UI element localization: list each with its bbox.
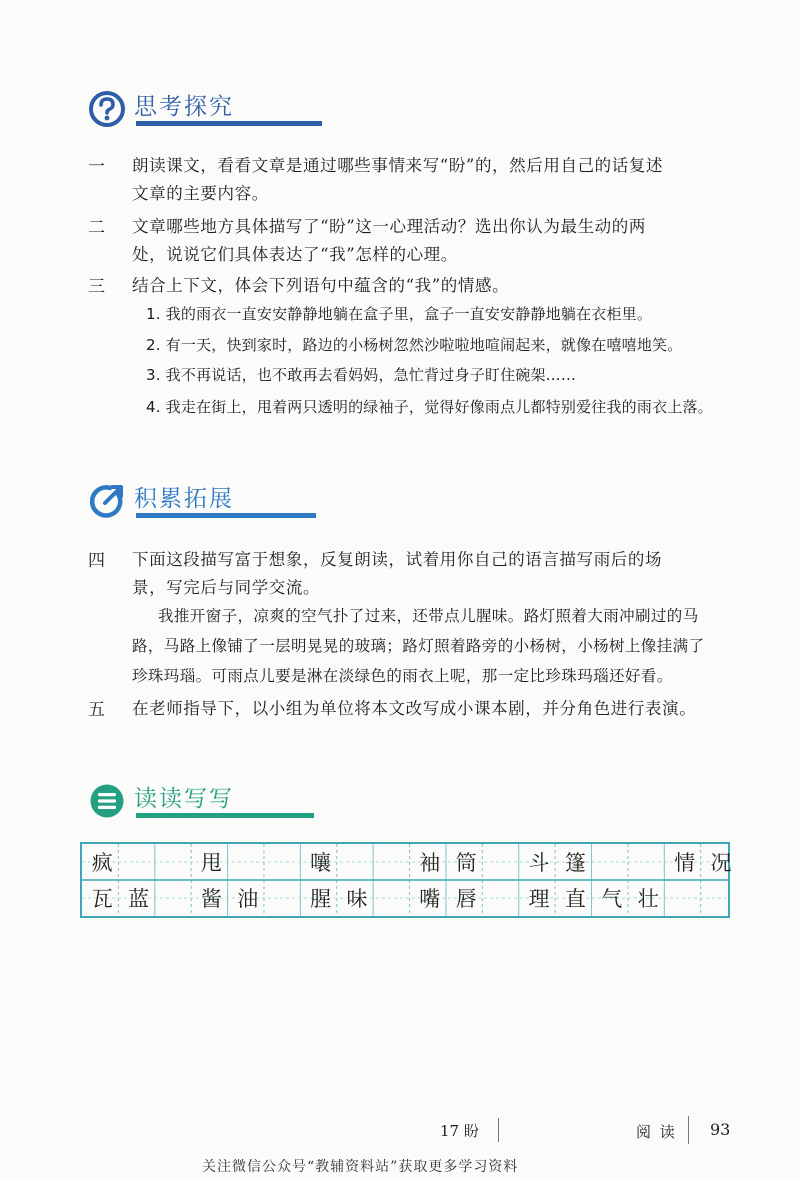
vocab-char: 况 [710, 851, 732, 875]
question-icon [88, 90, 126, 128]
menu-lines-icon [88, 782, 126, 820]
question-number: 五 [88, 700, 105, 720]
lesson-label: 17 盼 [440, 1122, 479, 1140]
vocab-char: 嚷 [310, 851, 332, 875]
vocab-char: 味 [346, 887, 368, 911]
vocab-char: 嘴 [419, 887, 441, 911]
example-sentence: 1. 我的雨衣一直安安静静地躺在盒子里，盒子一直安安静静地躺在衣柜里。 [146, 305, 653, 323]
vocab-char: 壮 [637, 887, 659, 911]
vocab-char: 直 [564, 887, 586, 911]
question-text: 文章哪些地方具体描写了“盼”这一心理活动？选出你认为最生动的两 [132, 217, 646, 236]
question-text: 结合上下文，体会下列语句中蕴含的“我”的情感。 [132, 276, 510, 295]
question-number: 三 [88, 277, 105, 297]
question-number: 二 [88, 218, 105, 238]
section-title: 积累拓展 [134, 486, 234, 512]
vocab-grid [80, 842, 730, 918]
example-sentence: 2. 有一天，快到家时，路边的小杨树忽然沙啦啦地喧闹起来，就像在嘻嘻地笑。 [146, 336, 683, 354]
vocab-char: 疯 [91, 851, 113, 875]
section-title: 思考探究 [134, 94, 234, 120]
passage-line: 我推开窗子，凉爽的空气扑了过来，还带点儿腥味。路灯照着大雨冲刷过的马 [158, 607, 699, 625]
section-title: 读读写写 [134, 786, 234, 812]
vocab-char: 瓦 [91, 887, 113, 911]
vocab-char: 筒 [455, 851, 477, 875]
question-text: 处，说说它们具体表达了“我”怎样的心理。 [132, 245, 458, 264]
title-underline [136, 513, 316, 518]
question-text: 在老师指导下，以小组为单位将本文改写成小课本剧，并分角色进行表演。 [132, 699, 697, 718]
vocab-char: 情 [674, 851, 696, 875]
vocab-char: 酱 [200, 887, 222, 911]
vocab-char: 腥 [310, 887, 332, 911]
vocab-char: 气 [601, 887, 623, 911]
vocab-row-2 [82, 880, 728, 916]
vocab-char: 篷 [564, 851, 586, 875]
footer-divider [498, 1118, 499, 1142]
vocab-char: 唇 [455, 887, 477, 911]
watermark-text: 关注微信公众号“教辅资料站”获取更多学习资料 [202, 1159, 519, 1175]
vocab-char: 斗 [528, 851, 550, 875]
question-text: 景，写完后与同学交流。 [132, 578, 321, 597]
question-text: 下面这段描写富于想象，反复朗读，试着用你自己的语言描写雨后的场 [132, 550, 663, 569]
vocab-char: 理 [528, 887, 550, 911]
page-number: 93 [710, 1120, 731, 1139]
vocab-char: 袖 [419, 851, 441, 875]
vocab-char: 甩 [200, 851, 222, 875]
vocab-char: 蓝 [128, 887, 150, 911]
title-underline [136, 813, 314, 818]
vocab-char: 油 [237, 887, 259, 911]
title-underline [136, 121, 322, 126]
question-text: 朗读课文，看看文章是通过哪些事情来写“盼”的，然后用自己的话复述 [132, 156, 664, 175]
passage-line: 珍珠玛瑙。可雨点儿要是淋在淡绿色的雨衣上呢，那一定比珍珠玛瑙还好看。 [132, 667, 673, 685]
unit-label: 阅 读 [636, 1123, 677, 1141]
arrow-target-icon [88, 482, 126, 520]
example-sentence: 4. 我走在街上，甩着两只透明的绿袖子，觉得好像雨点儿都特别爱往我的雨衣上落。 [146, 398, 713, 416]
question-number: 四 [88, 551, 105, 571]
passage-line: 路，马路上像铺了一层明晃晃的玻璃；路灯照着路旁的小杨树，小杨树上像挂满了 [132, 637, 705, 655]
example-sentence: 3. 我不再说话，也不敢再去看妈妈，急忙背过身子盯住碗架…… [146, 366, 577, 384]
question-number: 一 [88, 157, 105, 177]
footer-divider [688, 1116, 689, 1144]
question-text: 文章的主要内容。 [132, 184, 269, 203]
vocab-row-1 [82, 844, 732, 880]
